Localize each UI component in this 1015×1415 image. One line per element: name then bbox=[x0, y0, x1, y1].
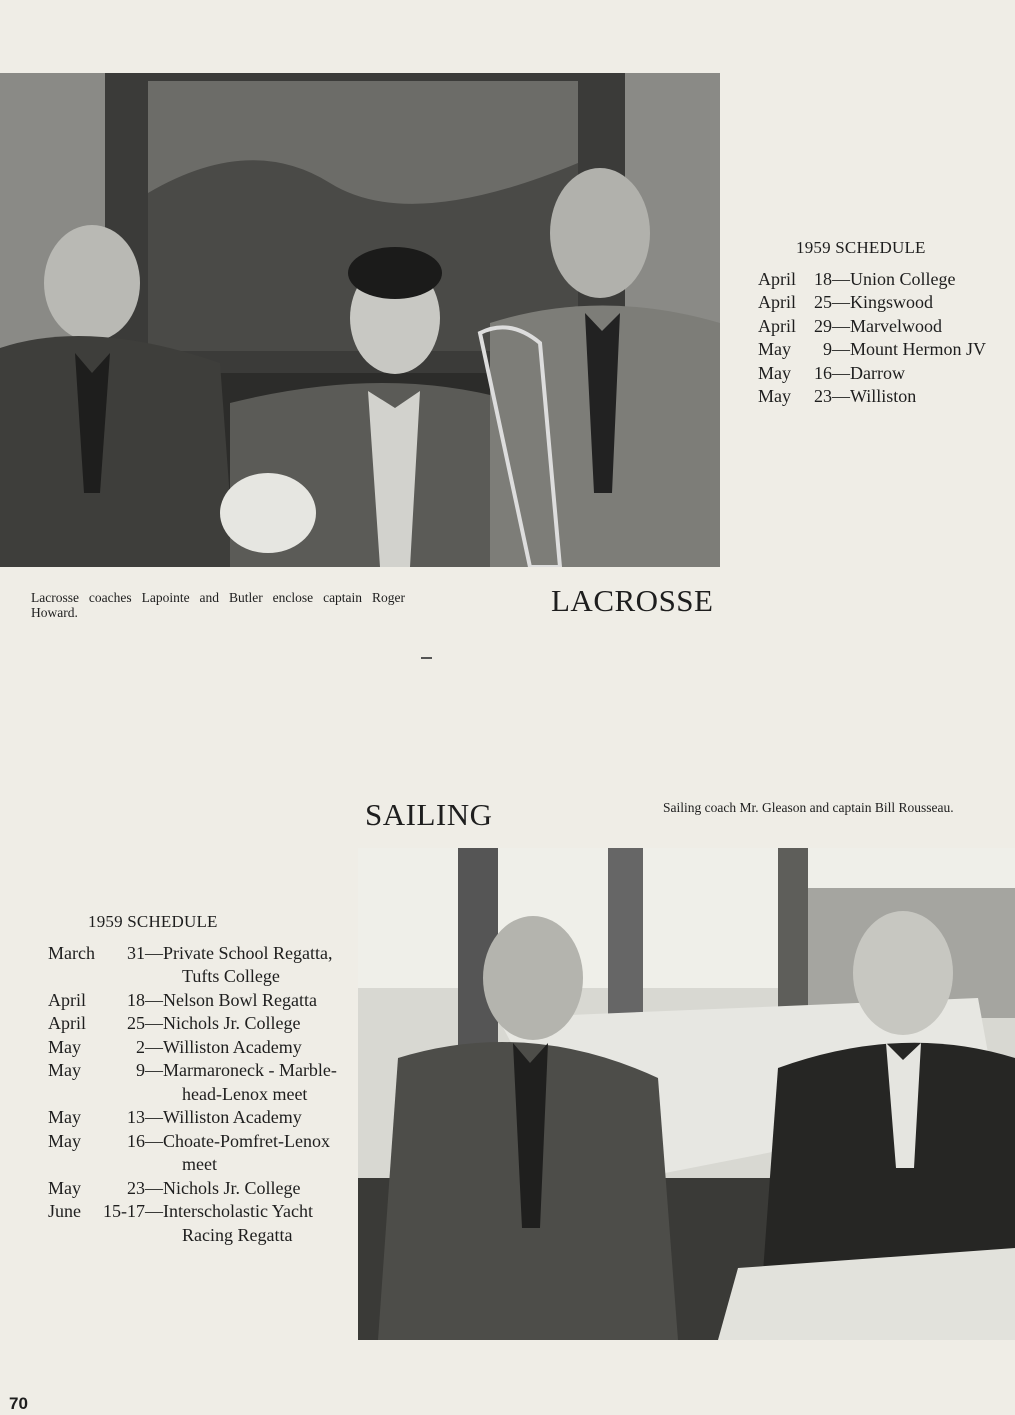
schedule-month: May bbox=[48, 1036, 81, 1057]
lacrosse-caption: Lacrosse coaches Lapointe and Butler enclose captain Roger Howard. bbox=[31, 590, 405, 620]
schedule-row bbox=[758, 268, 986, 292]
schedule-event: Nichols Jr. College bbox=[163, 1177, 301, 1198]
schedule-month: May bbox=[48, 1130, 81, 1151]
schedule-event bbox=[163, 1059, 337, 1106]
schedule-row bbox=[758, 315, 986, 339]
sailing-photo-graphic bbox=[358, 848, 1015, 1340]
schedule-dash: — bbox=[832, 362, 850, 383]
schedule-event: Union College bbox=[850, 268, 956, 289]
schedule-row bbox=[48, 1130, 337, 1177]
schedule-row bbox=[48, 989, 337, 1013]
schedule-row bbox=[48, 1036, 337, 1060]
schedule-month: April bbox=[758, 268, 796, 289]
schedule-month: May bbox=[48, 1060, 81, 1080]
schedule-event-continuation: Racing Regatta bbox=[182, 1224, 293, 1245]
schedule-month: May bbox=[758, 386, 791, 406]
schedule-dash: — bbox=[832, 315, 850, 336]
schedule-event-line: Choate-Pomfret-Lenox bbox=[163, 1130, 330, 1151]
schedule-dash: — bbox=[145, 1177, 163, 1198]
schedule-event-line: Interscholastic Yacht bbox=[163, 1201, 313, 1221]
sailing-schedule-title: 1959 SCHEDULE bbox=[88, 912, 218, 931]
sailing-schedule bbox=[48, 910, 337, 1247]
schedule-dash: — bbox=[145, 1201, 163, 1221]
schedule-event bbox=[163, 942, 332, 989]
schedule-dash: — bbox=[832, 268, 850, 289]
sailing-heading: SAILING bbox=[365, 797, 493, 832]
schedule-dash: — bbox=[145, 1013, 163, 1033]
schedule-month: March bbox=[48, 942, 95, 963]
schedule-event: Kingswood bbox=[850, 292, 934, 312]
lacrosse-heading: LACROSSE bbox=[551, 583, 714, 618]
stray-mark bbox=[421, 657, 432, 659]
schedule-event: Darrow bbox=[850, 362, 905, 383]
schedule-day: 29 bbox=[814, 315, 832, 336]
schedule-month: May bbox=[758, 362, 791, 383]
schedule-dash: — bbox=[145, 942, 163, 963]
sailing-caption: Sailing coach Mr. Gleason and captain Bill Rousseau. bbox=[663, 800, 954, 815]
lacrosse-schedule bbox=[758, 236, 986, 409]
schedule-event: Marvelwood bbox=[850, 315, 942, 336]
schedule-dash: — bbox=[145, 989, 163, 1010]
lacrosse-schedule-title: 1959 SCHEDULE bbox=[796, 238, 926, 257]
schedule-event: Williston bbox=[850, 386, 917, 406]
schedule-day: 25 bbox=[814, 292, 832, 312]
schedule-event: Mount Hermon JV bbox=[850, 339, 986, 359]
schedule-day: 9 bbox=[823, 339, 832, 359]
schedule-row bbox=[758, 338, 986, 362]
schedule-event-line: Marmaroneck - Marble- bbox=[163, 1060, 337, 1080]
lacrosse-photo-graphic bbox=[0, 73, 720, 567]
schedule-event: Williston Academy bbox=[163, 1036, 302, 1057]
schedule-event: Nelson Bowl Regatta bbox=[163, 989, 317, 1010]
schedule-day: 2 bbox=[136, 1036, 145, 1057]
schedule-day: 23 bbox=[814, 386, 832, 406]
schedule-day: 23 bbox=[127, 1177, 145, 1198]
schedule-row bbox=[48, 1177, 337, 1201]
schedule-dash: — bbox=[145, 1107, 163, 1127]
schedule-row bbox=[48, 1106, 337, 1130]
schedule-day: 18 bbox=[127, 989, 145, 1010]
schedule-day: 25 bbox=[127, 1013, 145, 1033]
schedule-day: 9 bbox=[136, 1060, 145, 1080]
sailing-coach-photo bbox=[358, 848, 1015, 1340]
lacrosse-coaches-photo bbox=[0, 73, 720, 567]
schedule-event-continuation: Tufts College bbox=[182, 966, 280, 986]
schedule-event-continuation: head-Lenox meet bbox=[182, 1083, 308, 1104]
page-number: 70 bbox=[9, 1394, 28, 1413]
schedule-month: May bbox=[48, 1177, 81, 1198]
schedule-month: June bbox=[48, 1201, 81, 1221]
schedule-dash: — bbox=[832, 386, 850, 406]
schedule-event bbox=[163, 1200, 313, 1247]
schedule-event-line: Private School Regatta, bbox=[163, 942, 333, 963]
schedule-month: April bbox=[758, 292, 796, 312]
schedule-event: Nichols Jr. College bbox=[163, 1013, 301, 1033]
schedule-event bbox=[163, 1130, 330, 1177]
schedule-row bbox=[758, 385, 986, 409]
schedule-event: Williston Academy bbox=[163, 1107, 302, 1127]
schedule-dash: — bbox=[145, 1060, 163, 1080]
schedule-day: 16 bbox=[127, 1130, 145, 1151]
schedule-row bbox=[48, 942, 337, 989]
schedule-day: 13 bbox=[127, 1107, 145, 1127]
schedule-month: April bbox=[48, 989, 86, 1010]
schedule-day: 16 bbox=[814, 362, 832, 383]
schedule-day: 18 bbox=[814, 268, 832, 289]
schedule-day: 15-17 bbox=[103, 1201, 145, 1221]
schedule-dash: — bbox=[145, 1130, 163, 1151]
schedule-row bbox=[758, 362, 986, 386]
schedule-dash: — bbox=[832, 339, 850, 359]
schedule-dash: — bbox=[145, 1036, 163, 1057]
schedule-day: 31 bbox=[127, 942, 145, 963]
schedule-row bbox=[48, 1200, 337, 1247]
schedule-row bbox=[48, 1012, 337, 1036]
schedule-dash: — bbox=[832, 292, 850, 312]
schedule-event-continuation: meet bbox=[182, 1154, 217, 1174]
schedule-row bbox=[48, 1059, 337, 1106]
schedule-month: May bbox=[758, 339, 791, 359]
schedule-month: May bbox=[48, 1107, 81, 1127]
schedule-month: April bbox=[758, 315, 796, 336]
schedule-row bbox=[758, 291, 986, 315]
schedule-month: April bbox=[48, 1013, 86, 1033]
